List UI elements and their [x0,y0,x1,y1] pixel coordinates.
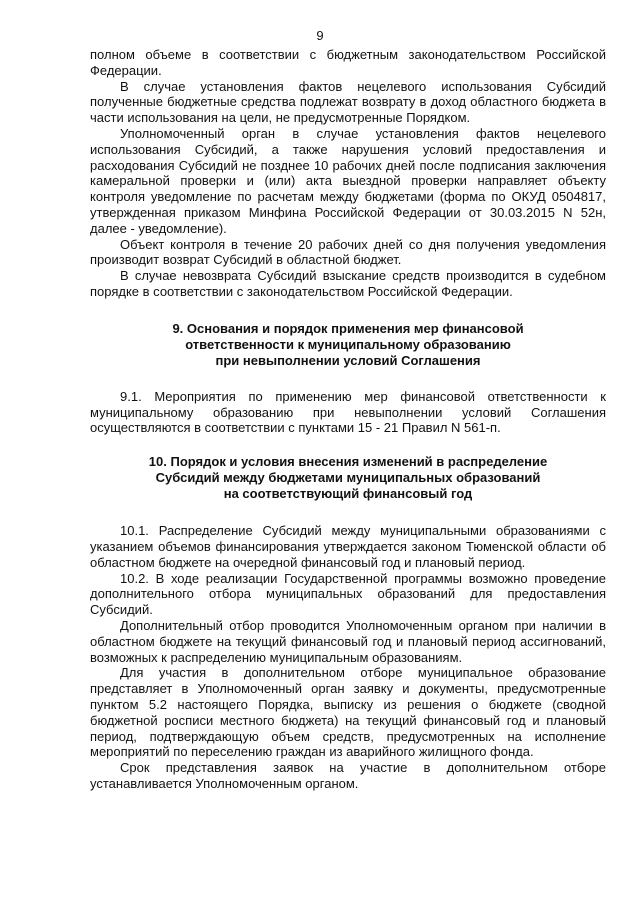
section-9-heading-line: 9. Основания и порядок применения мер финансовой [172,320,524,336]
paragraph-notification: Уполномоченный орган в случае установления фактов нецелевого использования Субсидий, а также нарушения условий предоставления и расходования Субсидий не позднее 10 рабочих дней после подписания заключения камеральной проверки и (или) акта выездной проверки направляет объекту контроля уведомление по расчетам между бюджетами (форма по ОКУД 0504817, утвержденная приказом Минфина Российской Федерации от 30.03.2015 N 52н, далее - уведомление). [90,125,606,236]
paragraph-court-recovery: В случае невозврата Субсидий взыскание средств производится в судебном порядке в соответствии с законодательством Российской Федерации. [90,268,606,299]
paragraph-additional-selection: Дополнительный отбор проводится Уполномоченным органом при наличии в областном бюджете на текущий финансовый год и плановый период ассигнований, возможных к распределению муниципальным образованиям. [90,617,606,665]
paragraph-return-deadline: Объект контроля в течение 20 рабочих дней со дня получения уведомления производит возврат Субсидий в областной бюджет. [90,236,606,268]
section-10-heading-line: на соответствующий финансовый год [223,486,473,502]
section-10-heading-line: Субсидий между бюджетами муниципальных образований [155,470,541,486]
section-9-heading [90,321,606,369]
paragraph-10-1: 10.1. Распределение Субсидий между муниципальными образованиями с указанием объемов финансирования утверждается законом Тюменской области об областном бюджете на очередной финансовый год и плановый период. [90,523,606,570]
section-9-heading-line: при невыполнении условий Соглашения [215,352,481,368]
page-content [90,47,606,792]
paragraph-9-1: 9.1. Мероприятия по применению мер финансовой ответственности к муниципальному образованию при невыполнении условий Соглашения осуществляются в соответствии с пунктами 15 - 21 Правил N 561-п. [90,388,606,436]
section-10-heading [90,454,606,502]
page-number: 9 [316,28,324,43]
paragraph-application-documents: Для участия в дополнительном отборе муниципальное образование представляет в Уполномоченный орган заявку и документы, предусмотренные пунктом 5.2 настоящего Порядка, выписку из решения о бюджете (сводной бюджетной росписи местного бюджета) на текущий финансовый год и плановый период, подтверждающую объем средств, предусмотренных на исполнение мероприятий по переселению граждан из аварийного жилищного фонда. [90,665,606,760]
paragraph-application-deadline: Срок представления заявок на участие в дополнительном отборе устанавливается Уполномоченным органом. [90,760,606,791]
section-9-heading-line: ответственности к муниципальному образованию [185,336,511,352]
section-10-heading-line: 10. Порядок и условия внесения изменений в распределение [148,454,548,470]
paragraph-continuation: полном объеме в соответствии с бюджетным законодательством Российской Федерации. [90,47,606,78]
paragraph-misuse-refund: В случае установления фактов нецелевого использования Субсидий полученные бюджетные средства подлежат возврату в доход областного бюджета в части использования на цели, не предусмотренные Порядком. [90,78,606,126]
paragraph-10-2: 10.2. В ходе реализации Государственной программы возможно проведение дополнительного отбора муниципальных образований для предоставления Субсидий. [90,570,606,618]
